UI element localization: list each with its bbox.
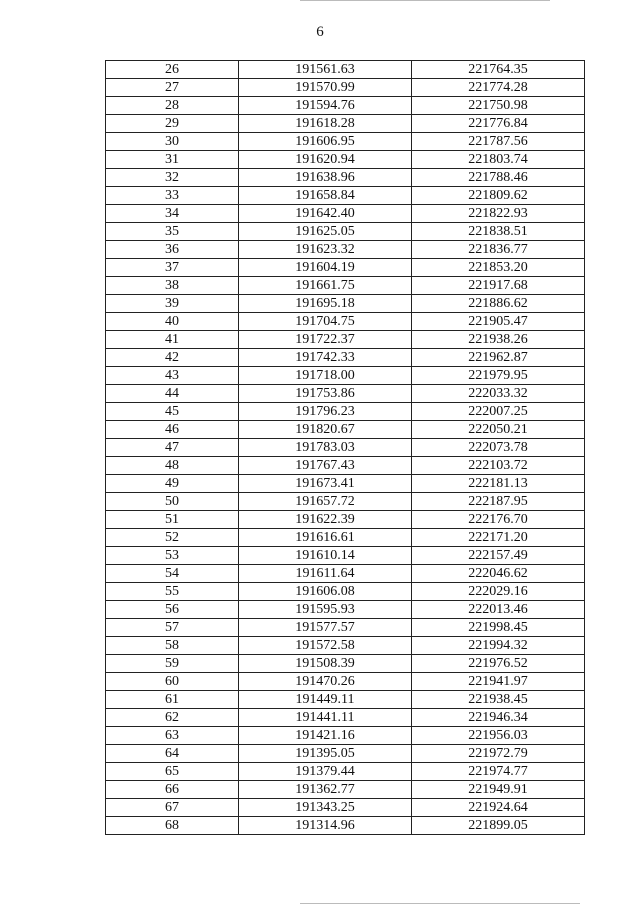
- x-coordinate-cell: 191767.43: [239, 457, 412, 475]
- point-number-cell: 68: [106, 817, 239, 835]
- point-number-cell: 53: [106, 547, 239, 565]
- x-coordinate-cell: 191604.19: [239, 259, 412, 277]
- table-row: [106, 295, 585, 313]
- y-coordinate-cell: 221946.34: [412, 709, 585, 727]
- table-row: [106, 727, 585, 745]
- y-coordinate-cell: 221962.87: [412, 349, 585, 367]
- x-coordinate-cell: 191395.05: [239, 745, 412, 763]
- x-coordinate-cell: 191658.84: [239, 187, 412, 205]
- y-coordinate-cell: 222046.62: [412, 565, 585, 583]
- table-row: [106, 691, 585, 709]
- y-coordinate-cell: 221905.47: [412, 313, 585, 331]
- point-number-cell: 60: [106, 673, 239, 691]
- x-coordinate-cell: 191618.28: [239, 115, 412, 133]
- table-row: [106, 313, 585, 331]
- table-row: [106, 259, 585, 277]
- x-coordinate-cell: 191753.86: [239, 385, 412, 403]
- x-coordinate-cell: 191441.11: [239, 709, 412, 727]
- x-coordinate-cell: 191594.76: [239, 97, 412, 115]
- x-coordinate-cell: 191661.75: [239, 277, 412, 295]
- point-number-cell: 48: [106, 457, 239, 475]
- table-row: [106, 781, 585, 799]
- x-coordinate-cell: 191606.95: [239, 133, 412, 151]
- table-row: [106, 223, 585, 241]
- point-number-cell: 52: [106, 529, 239, 547]
- point-number-cell: 28: [106, 97, 239, 115]
- table-row: [106, 655, 585, 673]
- point-number-cell: 63: [106, 727, 239, 745]
- table-row: [106, 61, 585, 79]
- table-row: [106, 799, 585, 817]
- point-number-cell: 51: [106, 511, 239, 529]
- point-number-cell: 31: [106, 151, 239, 169]
- x-coordinate-cell: 191622.39: [239, 511, 412, 529]
- x-coordinate-cell: 191611.64: [239, 565, 412, 583]
- y-coordinate-cell: 221853.20: [412, 259, 585, 277]
- table-row: [106, 619, 585, 637]
- point-number-cell: 36: [106, 241, 239, 259]
- table-row: [106, 745, 585, 763]
- table-row: [106, 601, 585, 619]
- x-coordinate-cell: 191314.96: [239, 817, 412, 835]
- y-coordinate-cell: 222029.16: [412, 583, 585, 601]
- x-coordinate-cell: 191572.58: [239, 637, 412, 655]
- x-coordinate-cell: 191820.67: [239, 421, 412, 439]
- point-number-cell: 64: [106, 745, 239, 763]
- y-coordinate-cell: 222050.21: [412, 421, 585, 439]
- y-coordinate-cell: 221938.26: [412, 331, 585, 349]
- page-number: 6: [316, 24, 324, 40]
- table-row: [106, 331, 585, 349]
- y-coordinate-cell: 221938.45: [412, 691, 585, 709]
- y-coordinate-cell: 222157.49: [412, 547, 585, 565]
- point-number-cell: 56: [106, 601, 239, 619]
- y-coordinate-cell: 221976.52: [412, 655, 585, 673]
- point-number-cell: 54: [106, 565, 239, 583]
- point-number-cell: 34: [106, 205, 239, 223]
- table-row: [106, 529, 585, 547]
- table-row: [106, 457, 585, 475]
- x-coordinate-cell: 191570.99: [239, 79, 412, 97]
- table-row: [106, 637, 585, 655]
- y-coordinate-cell: 222171.20: [412, 529, 585, 547]
- table-row: [106, 511, 585, 529]
- y-coordinate-cell: 222187.95: [412, 493, 585, 511]
- x-coordinate-cell: 191796.23: [239, 403, 412, 421]
- y-coordinate-cell: 221788.46: [412, 169, 585, 187]
- x-coordinate-cell: 191421.16: [239, 727, 412, 745]
- x-coordinate-cell: 191610.14: [239, 547, 412, 565]
- point-number-cell: 59: [106, 655, 239, 673]
- table-row: [106, 817, 585, 835]
- point-number-cell: 38: [106, 277, 239, 295]
- table-row: [106, 547, 585, 565]
- x-coordinate-cell: 191722.37: [239, 331, 412, 349]
- y-coordinate-cell: 222007.25: [412, 403, 585, 421]
- point-number-cell: 67: [106, 799, 239, 817]
- x-coordinate-cell: 191508.39: [239, 655, 412, 673]
- x-coordinate-cell: 191742.33: [239, 349, 412, 367]
- table-row: [106, 673, 585, 691]
- table-row: [106, 187, 585, 205]
- coordinates-table-body: [106, 61, 585, 835]
- table-row: [106, 79, 585, 97]
- table-row: [106, 385, 585, 403]
- point-number-cell: 32: [106, 169, 239, 187]
- y-coordinate-cell: 221822.93: [412, 205, 585, 223]
- x-coordinate-cell: 191343.25: [239, 799, 412, 817]
- x-coordinate-cell: 191595.93: [239, 601, 412, 619]
- x-coordinate-cell: 191704.75: [239, 313, 412, 331]
- y-coordinate-cell: 221924.64: [412, 799, 585, 817]
- table-row: [106, 241, 585, 259]
- y-coordinate-cell: 221836.77: [412, 241, 585, 259]
- point-number-cell: 42: [106, 349, 239, 367]
- y-coordinate-cell: 222181.13: [412, 475, 585, 493]
- table-row: [106, 583, 585, 601]
- y-coordinate-cell: 221776.84: [412, 115, 585, 133]
- point-number-cell: 49: [106, 475, 239, 493]
- x-coordinate-cell: 191623.32: [239, 241, 412, 259]
- y-coordinate-cell: 221949.91: [412, 781, 585, 799]
- y-coordinate-cell: 221809.62: [412, 187, 585, 205]
- y-coordinate-cell: 222073.78: [412, 439, 585, 457]
- x-coordinate-cell: 191620.94: [239, 151, 412, 169]
- coordinates-table: [105, 60, 585, 835]
- y-coordinate-cell: 222103.72: [412, 457, 585, 475]
- top-scan-edge: [300, 0, 550, 1]
- table-row: [106, 493, 585, 511]
- y-coordinate-cell: 221803.74: [412, 151, 585, 169]
- y-coordinate-cell: 221750.98: [412, 97, 585, 115]
- y-coordinate-cell: 221956.03: [412, 727, 585, 745]
- y-coordinate-cell: 222033.32: [412, 385, 585, 403]
- x-coordinate-cell: 191470.26: [239, 673, 412, 691]
- table-row: [106, 709, 585, 727]
- y-coordinate-cell: 221764.35: [412, 61, 585, 79]
- point-number-cell: 43: [106, 367, 239, 385]
- x-coordinate-cell: 191695.18: [239, 295, 412, 313]
- table-row: [106, 565, 585, 583]
- point-number-cell: 58: [106, 637, 239, 655]
- table-row: [106, 133, 585, 151]
- table-row: [106, 403, 585, 421]
- x-coordinate-cell: 191577.57: [239, 619, 412, 637]
- x-coordinate-cell: 191561.63: [239, 61, 412, 79]
- table-row: [106, 169, 585, 187]
- point-number-cell: 40: [106, 313, 239, 331]
- table-row: [106, 367, 585, 385]
- point-number-cell: 41: [106, 331, 239, 349]
- table-row: [106, 97, 585, 115]
- x-coordinate-cell: 191657.72: [239, 493, 412, 511]
- point-number-cell: 30: [106, 133, 239, 151]
- table-row: [106, 205, 585, 223]
- y-coordinate-cell: 221941.97: [412, 673, 585, 691]
- x-coordinate-cell: 191616.61: [239, 529, 412, 547]
- x-coordinate-cell: 191718.00: [239, 367, 412, 385]
- x-coordinate-cell: 191638.96: [239, 169, 412, 187]
- point-number-cell: 61: [106, 691, 239, 709]
- table-row: [106, 277, 585, 295]
- table-row: [106, 763, 585, 781]
- point-number-cell: 39: [106, 295, 239, 313]
- x-coordinate-cell: 191606.08: [239, 583, 412, 601]
- x-coordinate-cell: 191673.41: [239, 475, 412, 493]
- point-number-cell: 50: [106, 493, 239, 511]
- y-coordinate-cell: 221774.28: [412, 79, 585, 97]
- point-number-cell: 47: [106, 439, 239, 457]
- point-number-cell: 26: [106, 61, 239, 79]
- point-number-cell: 57: [106, 619, 239, 637]
- point-number-cell: 45: [106, 403, 239, 421]
- y-coordinate-cell: 221974.77: [412, 763, 585, 781]
- table-row: [106, 475, 585, 493]
- point-number-cell: 46: [106, 421, 239, 439]
- table-row: [106, 151, 585, 169]
- y-coordinate-cell: 222176.70: [412, 511, 585, 529]
- point-number-cell: 27: [106, 79, 239, 97]
- point-number-cell: 66: [106, 781, 239, 799]
- x-coordinate-cell: 191783.03: [239, 439, 412, 457]
- y-coordinate-cell: 221787.56: [412, 133, 585, 151]
- y-coordinate-cell: 221917.68: [412, 277, 585, 295]
- table-row: [106, 439, 585, 457]
- point-number-cell: 55: [106, 583, 239, 601]
- point-number-cell: 29: [106, 115, 239, 133]
- x-coordinate-cell: 191379.44: [239, 763, 412, 781]
- y-coordinate-cell: 222013.46: [412, 601, 585, 619]
- y-coordinate-cell: 221899.05: [412, 817, 585, 835]
- y-coordinate-cell: 221972.79: [412, 745, 585, 763]
- x-coordinate-cell: 191449.11: [239, 691, 412, 709]
- bottom-scan-edge: [300, 903, 580, 904]
- y-coordinate-cell: 221886.62: [412, 295, 585, 313]
- point-number-cell: 33: [106, 187, 239, 205]
- x-coordinate-cell: 191625.05: [239, 223, 412, 241]
- y-coordinate-cell: 221979.95: [412, 367, 585, 385]
- x-coordinate-cell: 191362.77: [239, 781, 412, 799]
- point-number-cell: 44: [106, 385, 239, 403]
- point-number-cell: 35: [106, 223, 239, 241]
- table-row: [106, 349, 585, 367]
- point-number-cell: 65: [106, 763, 239, 781]
- y-coordinate-cell: 221994.32: [412, 637, 585, 655]
- point-number-cell: 37: [106, 259, 239, 277]
- x-coordinate-cell: 191642.40: [239, 205, 412, 223]
- y-coordinate-cell: 221838.51: [412, 223, 585, 241]
- table-row: [106, 115, 585, 133]
- point-number-cell: 62: [106, 709, 239, 727]
- table-row: [106, 421, 585, 439]
- y-coordinate-cell: 221998.45: [412, 619, 585, 637]
